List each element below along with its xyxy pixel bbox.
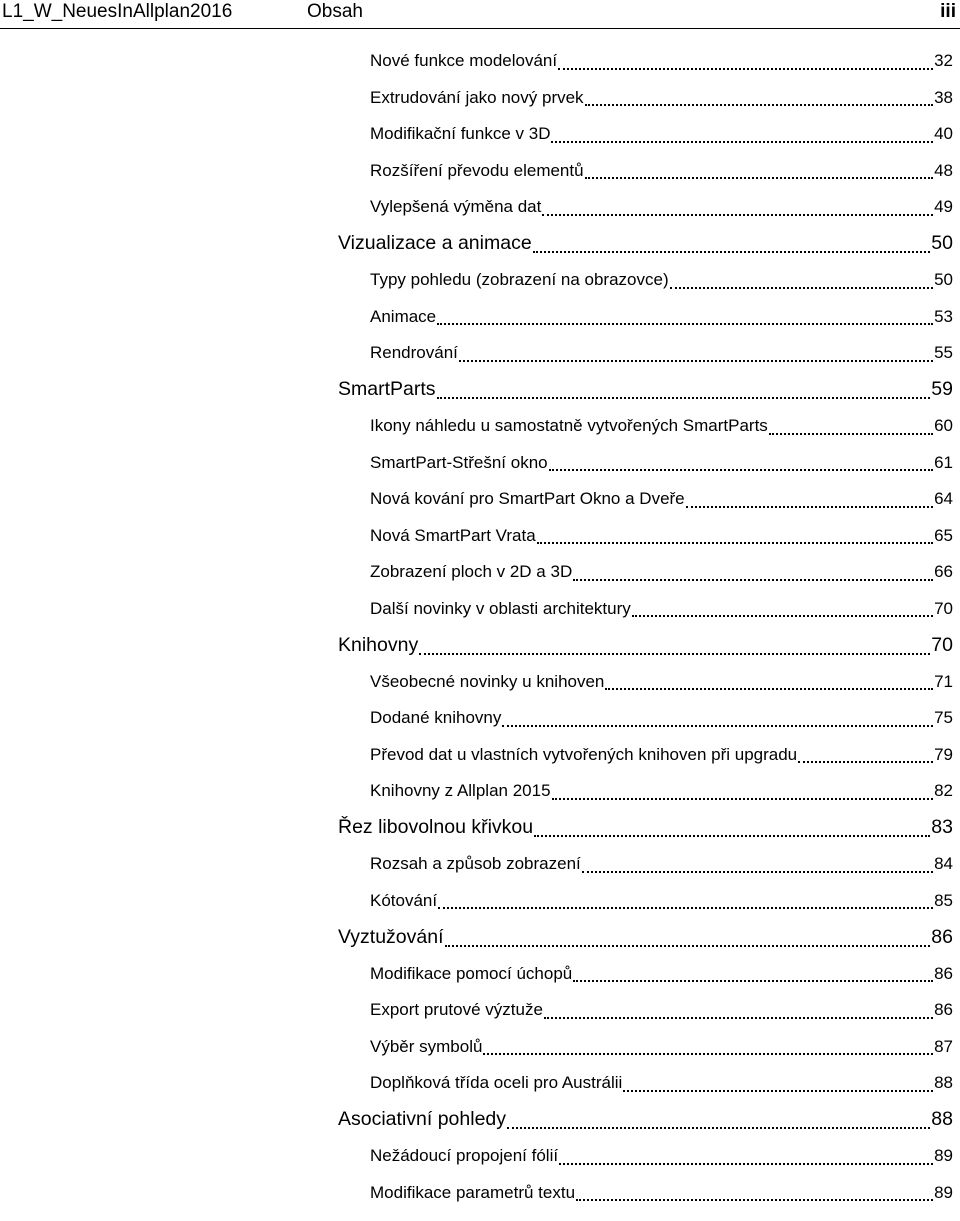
toc-entry-page: 86 — [934, 963, 953, 983]
toc-entry-page: 86 — [931, 925, 953, 948]
toc-dot-leader — [573, 980, 933, 982]
toc-chapter-entry[interactable] — [0, 627, 960, 664]
toc-dot-leader — [437, 397, 931, 399]
toc-entry-title: SmartPart-Střešní okno — [370, 452, 548, 472]
toc-section-entry[interactable] — [0, 773, 960, 810]
toc-entry-page: 49 — [934, 197, 953, 217]
toc-entry-title: Nová SmartPart Vrata — [370, 525, 536, 545]
toc-entry-page: 88 — [934, 1073, 953, 1093]
toc-entry-page: 53 — [934, 306, 953, 326]
toc-entry-page: 89 — [934, 1182, 953, 1202]
toc-entry-title: Nové funkce modelování — [370, 51, 558, 71]
toc-entry-title: Nová kování pro SmartPart Okno a Dveře — [370, 489, 685, 509]
toc-entry-page: 86 — [934, 1000, 953, 1020]
toc-dot-leader — [670, 287, 933, 289]
toc-entry-title: Všeobecné novinky u knihoven — [370, 671, 605, 691]
toc-section-entry[interactable] — [0, 846, 960, 883]
toc-entry-page: 61 — [934, 452, 953, 472]
toc-entry-title: Výběr symbolů — [370, 1036, 483, 1056]
toc-dot-leader — [483, 1053, 933, 1055]
section-name: Obsah — [307, 1, 363, 22]
toc-dot-leader — [438, 907, 933, 909]
toc-dot-leader — [459, 360, 933, 362]
toc-section-entry[interactable] — [0, 664, 960, 701]
toc-section-entry[interactable] — [0, 445, 960, 482]
toc-dot-leader — [552, 798, 934, 800]
toc-section-entry[interactable] — [0, 116, 960, 153]
toc-section-entry[interactable] — [0, 737, 960, 774]
toc-entry-title: Nežádoucí propojení fólií — [370, 1146, 559, 1166]
toc-dot-leader — [551, 141, 933, 143]
toc-dot-leader — [534, 835, 930, 837]
toc-entry-page: 79 — [934, 744, 953, 764]
toc-section-entry[interactable] — [0, 408, 960, 445]
toc-entry-title: Další novinky v oblasti architektury — [370, 598, 631, 618]
toc-chapter-entry[interactable] — [0, 919, 960, 956]
toc-entry-title: Ikony náhledu u samostatně vytvořených SmartParts — [370, 416, 768, 436]
toc-dot-leader — [544, 1017, 933, 1019]
toc-chapter-entry[interactable] — [0, 1102, 960, 1139]
toc-entry-page: 82 — [934, 781, 953, 801]
toc-entry-title: Export prutové výztuže — [370, 1000, 543, 1020]
toc-section-entry[interactable] — [0, 554, 960, 591]
toc-section-entry[interactable] — [0, 1065, 960, 1102]
toc-section-entry[interactable] — [0, 189, 960, 226]
toc-section-entry[interactable] — [0, 43, 960, 80]
toc-dot-leader — [559, 1163, 933, 1165]
toc-entry-title: Animace — [370, 306, 437, 326]
toc-entry-page: 70 — [931, 633, 953, 656]
toc-dot-leader — [632, 615, 933, 617]
toc-section-entry[interactable] — [0, 591, 960, 628]
toc-section-entry[interactable] — [0, 299, 960, 336]
toc-entry-title: Vyztužování — [338, 925, 444, 948]
toc-entry-title: Rozšíření převodu elementů — [370, 160, 584, 180]
toc-entry-title: Převod dat u vlastních vytvořených knihoven při upgradu — [370, 744, 798, 764]
toc-entry-title: Řez libovolnou křivkou — [338, 816, 534, 839]
toc-entry-page: 89 — [934, 1146, 953, 1166]
toc-dot-leader — [585, 177, 934, 179]
toc-entry-page: 66 — [934, 562, 953, 582]
toc-entry-page: 71 — [934, 671, 953, 691]
table-of-contents — [0, 43, 960, 1211]
toc-section-entry[interactable] — [0, 153, 960, 190]
toc-section-entry[interactable] — [0, 335, 960, 372]
toc-dot-leader — [623, 1090, 933, 1092]
toc-section-entry[interactable] — [0, 262, 960, 299]
toc-dot-leader — [419, 653, 930, 655]
page-number: iii — [940, 1, 956, 22]
toc-entry-title: Knihovny — [338, 633, 419, 656]
toc-entry-title: Vizualizace a animace — [338, 232, 532, 255]
toc-section-entry[interactable] — [0, 700, 960, 737]
toc-dot-leader — [542, 214, 933, 216]
toc-dot-leader — [605, 688, 933, 690]
toc-entry-page: 88 — [931, 1108, 953, 1131]
toc-entry-title: Zobrazení ploch v 2D a 3D — [370, 562, 573, 582]
toc-entry-title: Doplňková třída oceli pro Austrálii — [370, 1073, 623, 1093]
toc-entry-page: 38 — [934, 87, 953, 107]
toc-entry-title: Rendrování — [370, 343, 458, 363]
running-header — [0, 0, 960, 26]
toc-section-entry[interactable] — [0, 883, 960, 920]
toc-entry-page: 48 — [934, 160, 953, 180]
toc-dot-leader — [537, 542, 933, 544]
toc-section-entry[interactable] — [0, 956, 960, 993]
toc-dot-leader — [686, 506, 933, 508]
toc-entry-page: 70 — [934, 598, 953, 618]
toc-dot-leader — [573, 579, 933, 581]
toc-dot-leader — [533, 251, 931, 253]
toc-entry-page: 64 — [934, 489, 953, 509]
toc-entry-title: Knihovny z Allplan 2015 — [370, 781, 551, 801]
toc-dot-leader — [437, 323, 933, 325]
toc-entry-page: 75 — [934, 708, 953, 728]
toc-entry-page: 83 — [931, 816, 953, 839]
toc-entry-title: Modifikační funkce v 3D — [370, 124, 551, 144]
toc-dot-leader — [582, 871, 933, 873]
toc-entry-page: 87 — [934, 1036, 953, 1056]
toc-entry-title: Extrudování jako nový prvek — [370, 87, 584, 107]
toc-entry-title: Vylepšená výměna dat — [370, 197, 542, 217]
toc-dot-leader — [502, 725, 933, 727]
toc-section-entry[interactable] — [0, 1029, 960, 1066]
toc-dot-leader — [585, 104, 934, 106]
toc-dot-leader — [798, 761, 933, 763]
header-rule — [0, 28, 960, 29]
toc-chapter-entry[interactable] — [0, 226, 960, 263]
toc-entry-title: Modifikace parametrů textu — [370, 1182, 576, 1202]
toc-entry-page: 50 — [931, 232, 953, 255]
toc-entry-title: Rozsah a způsob zobrazení — [370, 854, 581, 874]
toc-entry-page: 40 — [934, 124, 953, 144]
toc-entry-page: 60 — [934, 416, 953, 436]
toc-entry-page: 55 — [934, 343, 953, 363]
toc-entry-title: SmartParts — [338, 378, 436, 401]
toc-entry-title: Dodané knihovny — [370, 708, 502, 728]
toc-dot-leader — [445, 945, 931, 947]
document-name: L1_W_NeuesInAllplan2016 — [2, 1, 233, 22]
toc-section-entry[interactable] — [0, 481, 960, 518]
toc-entry-page: 85 — [934, 890, 953, 910]
toc-entry-title: Typy pohledu (zobrazení na obrazovce) — [370, 270, 669, 290]
toc-entry-page: 59 — [931, 378, 953, 401]
toc-entry-page: 84 — [934, 854, 953, 874]
toc-dot-leader — [576, 1199, 933, 1201]
toc-entry-title: Kótování — [370, 890, 438, 910]
toc-section-entry[interactable] — [0, 1175, 960, 1212]
toc-dot-leader — [549, 469, 933, 471]
toc-chapter-entry[interactable] — [0, 372, 960, 409]
toc-section-entry[interactable] — [0, 992, 960, 1029]
toc-entry-page: 32 — [934, 51, 953, 71]
toc-dot-leader — [558, 68, 933, 70]
toc-entry-page: 50 — [934, 270, 953, 290]
toc-dot-leader — [769, 433, 933, 435]
toc-section-entry[interactable] — [0, 1138, 960, 1175]
toc-entry-page: 65 — [934, 525, 953, 545]
toc-chapter-entry[interactable] — [0, 810, 960, 847]
toc-dot-leader — [507, 1127, 930, 1129]
toc-section-entry[interactable] — [0, 80, 960, 117]
toc-entry-title: Asociativní pohledy — [338, 1108, 507, 1131]
toc-section-entry[interactable] — [0, 518, 960, 555]
toc-entry-title: Modifikace pomocí úchopů — [370, 963, 573, 983]
